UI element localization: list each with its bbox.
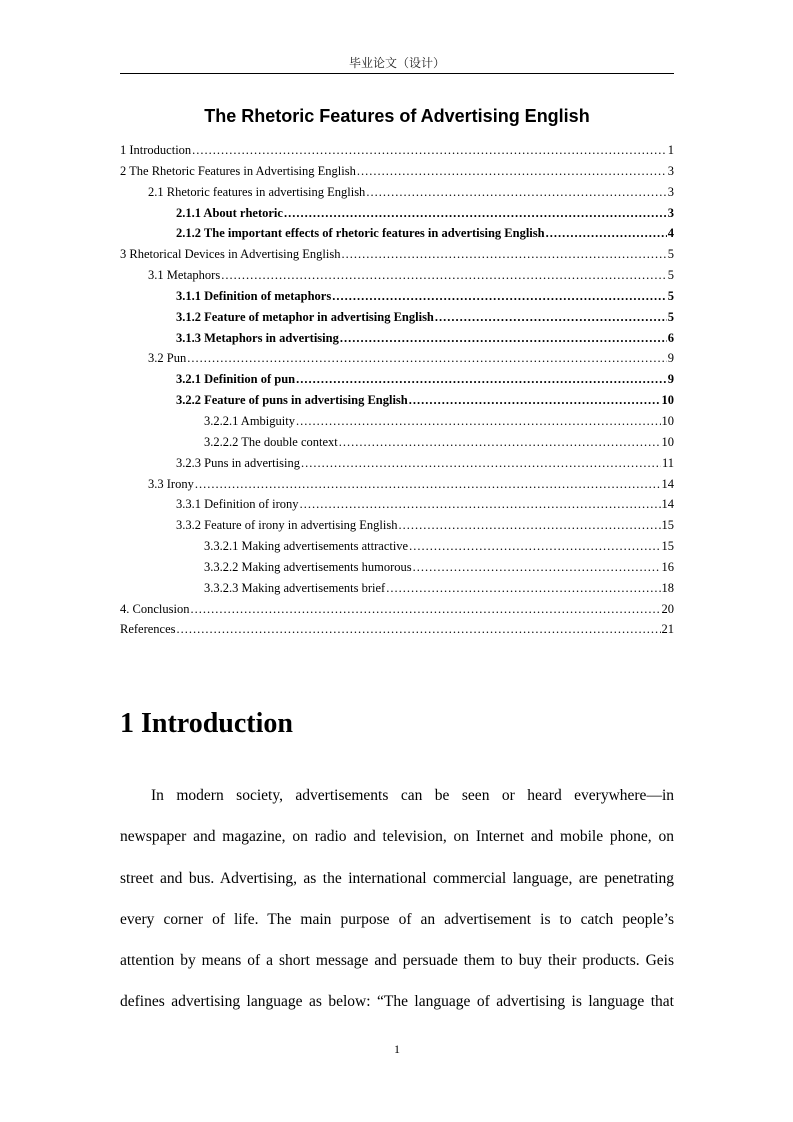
toc-page-number: 5	[667, 288, 674, 303]
toc-page-number: 20	[661, 601, 674, 616]
toc-entry-text: 3.1 Metaphors	[148, 268, 221, 283]
header-divider	[120, 73, 674, 74]
toc-entry-text: 2.1 Rhetoric features in advertising English	[148, 184, 366, 199]
toc-dot-leader	[296, 411, 661, 432]
toc-entry-text: 3.2.2 Feature of puns in advertising English	[176, 393, 408, 408]
toc-page-number: 5	[667, 268, 674, 283]
toc-page-number: 15	[661, 539, 674, 554]
toc-entry-text: 2.1.2 The important effects of rhetoric features in advertising English	[176, 226, 545, 241]
toc-page-number: 14	[661, 476, 674, 491]
toc-entry-text: 3.3.1 Definition of irony	[176, 497, 299, 512]
toc-page-number: 21	[661, 622, 674, 637]
toc-entry-text: 3 Rhetorical Devices in Advertising English	[120, 247, 341, 262]
toc-page-number: 10	[661, 413, 674, 428]
toc-entry[interactable]	[120, 619, 674, 640]
toc-dot-leader	[386, 578, 660, 599]
toc-entry-text: 3.3.2 Feature of irony in advertising English	[176, 518, 398, 533]
toc-page-number: 3	[667, 184, 674, 199]
toc-page-number: 16	[661, 559, 674, 574]
toc-dot-leader	[177, 619, 661, 640]
toc-entry[interactable]	[120, 348, 674, 369]
toc-entry[interactable]	[120, 307, 674, 328]
toc-dot-leader	[399, 515, 661, 536]
toc-entry[interactable]	[120, 411, 674, 432]
toc-dot-leader	[332, 286, 667, 307]
toc-page-number: 11	[661, 455, 674, 470]
toc-entry[interactable]	[120, 432, 674, 453]
toc-dot-leader	[341, 244, 666, 265]
toc-entry-text: 3.3.2.2 Making advertisements humorous	[204, 559, 412, 574]
toc-entry-text: 2 The Rhetoric Features in Advertising English	[120, 163, 356, 178]
toc-entry[interactable]	[120, 203, 674, 224]
toc-dot-leader	[357, 161, 667, 182]
paragraph-line: every corner of life. The main purpose of an advertisement is to catch people’s	[120, 910, 674, 928]
section-heading: 1 Introduction	[120, 708, 293, 739]
toc-page-number: 10	[661, 393, 674, 408]
toc-dot-leader	[435, 307, 667, 328]
toc-entry-text: 3.2.2.1 Ambiguity	[204, 413, 295, 428]
toc-page-number: 15	[661, 518, 674, 533]
toc-entry-text: 3.2.3 Puns in advertising	[176, 455, 300, 470]
toc-page-number: 4	[667, 226, 674, 241]
document-title: The Rhetoric Features of Advertising English	[204, 106, 590, 126]
toc-entry[interactable]	[120, 223, 674, 244]
toc-entry[interactable]	[120, 140, 674, 161]
table-of-contents	[120, 140, 674, 640]
toc-entry[interactable]	[120, 536, 674, 557]
toc-dot-leader	[546, 223, 667, 244]
toc-dot-leader	[300, 494, 661, 515]
paragraph-line: street and bus. Advertising, as the international commercial language, are penetrating	[120, 869, 674, 887]
toc-entry[interactable]	[120, 599, 674, 620]
toc-dot-leader	[366, 182, 666, 203]
toc-page-number: 9	[667, 372, 674, 387]
toc-entry-text: References	[120, 622, 176, 637]
paragraph-line: defines advertising language as below: “The language of advertising is language that	[120, 993, 674, 1011]
toc-entry[interactable]	[120, 286, 674, 307]
toc-entry-text: 3.2 Pun	[148, 351, 187, 366]
toc-dot-leader	[187, 348, 667, 369]
toc-entry[interactable]	[120, 369, 674, 390]
toc-dot-leader	[340, 328, 667, 349]
toc-entry[interactable]	[120, 515, 674, 536]
toc-entry[interactable]	[120, 265, 674, 286]
toc-entry[interactable]	[120, 182, 674, 203]
toc-entry-text: 3.1.3 Metaphors in advertising	[176, 330, 339, 345]
toc-entry[interactable]	[120, 328, 674, 349]
toc-entry-text: 4. Conclusion	[120, 601, 190, 616]
toc-entry-text: 2.1.1 About rhetoric	[176, 205, 283, 220]
toc-dot-leader	[192, 140, 667, 161]
toc-dot-leader	[339, 432, 661, 453]
toc-entry-text: 1 Introduction	[120, 143, 192, 157]
toc-entry[interactable]	[120, 161, 674, 182]
toc-dot-leader	[301, 453, 661, 474]
paragraph-line: In modern society, advertisements can be seen or heard everywhere—in	[151, 787, 674, 804]
toc-entry-text: 3.3.2.1 Making advertisements attractive	[204, 539, 409, 554]
toc-entry[interactable]	[120, 453, 674, 474]
toc-page-number: 3	[667, 163, 674, 178]
toc-entry[interactable]	[120, 557, 674, 578]
toc-page-number: 9	[667, 351, 674, 366]
toc-entry-text: 3.1.2 Feature of metaphor in advertising English	[176, 309, 434, 324]
toc-entry-text: 3.2.1 Definition of pun	[176, 372, 296, 387]
page-header: 毕业论文（设计）	[348, 56, 445, 70]
toc-page-number: 5	[667, 247, 674, 262]
paragraph-line: newspaper and magazine, on radio and television, on Internet and mobile phone, on	[120, 828, 674, 846]
toc-entry[interactable]	[120, 578, 674, 599]
toc-page-number: 6	[667, 330, 674, 345]
section-body	[120, 778, 674, 1026]
toc-entry-text: 3.3 Irony	[148, 476, 194, 491]
toc-page-number: 3	[667, 205, 674, 220]
page-number: 1	[394, 1042, 400, 1056]
toc-page-number: 14	[661, 497, 674, 512]
toc-page-number: 1	[667, 143, 674, 157]
toc-dot-leader	[221, 265, 667, 286]
toc-dot-leader	[409, 536, 660, 557]
toc-dot-leader	[284, 203, 667, 224]
toc-entry[interactable]	[120, 390, 674, 411]
toc-dot-leader	[413, 557, 661, 578]
toc-entry-text: 3.3.2.3 Making advertisements brief	[204, 580, 386, 595]
toc-entry[interactable]	[120, 244, 674, 265]
toc-dot-leader	[409, 390, 661, 411]
toc-dot-leader	[190, 599, 660, 620]
toc-page-number: 5	[667, 309, 674, 324]
toc-dot-leader	[195, 474, 661, 495]
toc-page-number: 10	[661, 434, 674, 449]
toc-entry-text: 3.2.2.2 The double context	[204, 434, 338, 449]
toc-dot-leader	[296, 369, 667, 390]
paragraph-line: attention by means of a short message and persuade them to buy their products. Geis	[120, 952, 674, 970]
toc-entry-text: 3.1.1 Definition of metaphors	[176, 288, 332, 303]
toc-entry[interactable]	[120, 474, 674, 495]
toc-entry[interactable]	[120, 494, 674, 515]
toc-page-number: 18	[661, 580, 674, 595]
